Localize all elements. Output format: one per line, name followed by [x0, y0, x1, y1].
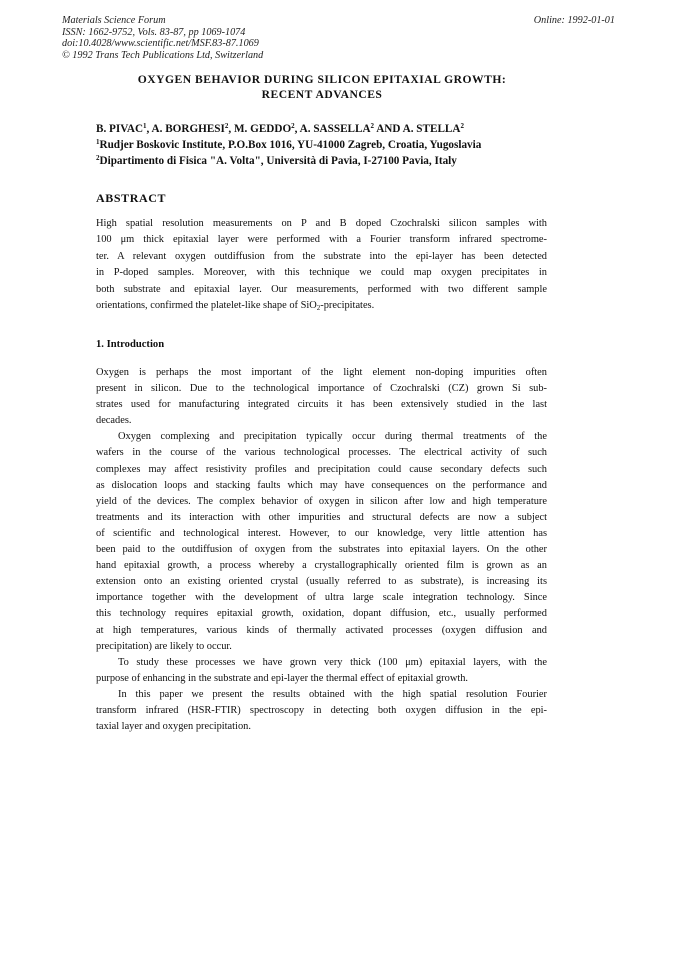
intro-line: transform infrared (HSR-FTIR) spectroscopy in detecting both oxygen diffusion in the epi-: [96, 704, 547, 716]
intro-line: In this paper we present the results obtained with the high spatial resolution Fourier: [118, 688, 547, 700]
intro-line: complexes may affect resistivity profiles and precipitation could cause secondary defects such: [96, 463, 547, 475]
intro-line: treatments and its interaction with other impurities and structural defects are now a subject: [96, 511, 547, 523]
intro-line: Oxygen is perhaps the most important of the light element non-doping impurities often: [96, 367, 547, 378]
abstract-line: orientations, confirmed the platelet-like shape of SiO$_2$-precipitates.: [96, 300, 375, 313]
abstract-heading: ABSTRACT: [96, 191, 167, 205]
abstract-line: High spatial resolution measurements on P and B doped Czochralski silicon samples with: [96, 218, 547, 229]
abstract-line: both substrate and epitaxial layer. Our measurements, performed with two different sample: [96, 283, 547, 295]
doi-line[interactable]: doi:10.4028/www.scientific.net/MSF.83-87.1069: [62, 38, 259, 50]
abstract-body: [96, 216, 547, 314]
intro-line: decades.: [96, 415, 132, 427]
intro-line: wafers in the course of the various technological processes. The electrical activity of such: [96, 447, 547, 459]
intro-line: Oxygen complexing and precipitation typically occur during thermal treatments of the: [118, 431, 547, 443]
abstract-line: 100 μm thick epitaxial layer were performed with a Fourier transform infrared spectrome-: [96, 234, 547, 246]
intro-line: To study these processes we have grown very thick (100 μm) epitaxial layers, with the: [118, 656, 547, 668]
intro-line: been paid to the outdiffusion of oxygen from the substrates into epitaxial layers. On the other: [96, 544, 547, 556]
online-date: Online: 1992-01-01: [533, 15, 615, 26]
paper-title: [96, 72, 548, 102]
abstract-line: ter. A relevant oxygen outdiffusion from the substrate into the epi-layer has been detected: [96, 250, 547, 262]
author-block: [96, 121, 556, 169]
intro-line: taxial layer and oxygen precipitation.: [96, 721, 251, 733]
author-stella: AND A. STELLA: [374, 123, 461, 135]
issn-line: ISSN: 1662-9752, Vols. 83-87, pp 1069-1074: [62, 26, 246, 38]
intro-line: importance together with the development of ultra large scale integration technology. Since: [96, 592, 547, 604]
journal-header: [62, 15, 263, 61]
intro-line: of scientific and technological interest. However, to our knowledge, very little attention has: [96, 527, 547, 539]
intro-line: purpose of enhancing in the substrate and epi-layer the thermal effect of epitaxial growth.: [96, 672, 469, 684]
section-heading-introduction: 1. Introduction: [96, 339, 165, 350]
author-borghesi: , A. BORGHESI: [146, 123, 225, 135]
affiliation-2: $^2$Dipartimento di Fisica "A. Volta", Università di Pavia, I-27100 Pavia, Italy: [96, 154, 457, 167]
intro-line: hand epitaxial growth, a process whereby a crystallographically oriented film is grown as an: [96, 560, 547, 572]
intro-line: present in silicon. Due to the technological importance of Czochralski (CZ) grown Si sub-: [96, 383, 547, 395]
intro-line: extension onto an existing oriented crystal (usually referred to as substrate), is increasing its: [96, 576, 547, 588]
title-line-1: OXYGEN BEHAVIOR DURING SILICON EPITAXIAL GROWTH:: [137, 73, 507, 86]
abstract-line: in P-doped samples. Moreover, with this technique we could map oxygen precipitates in: [96, 267, 547, 279]
intro-line: yield of the devices. The complex behavior of oxygen in silicon after low and high temperature: [96, 495, 547, 507]
author-geddo: , M. GEDDO: [228, 123, 292, 135]
intro-line: precipitation) are likely to occur.: [96, 640, 232, 652]
intro-line: at high temperatures, various kinds of thermally activated processes (oxygen diffusion and: [96, 624, 547, 636]
author-sassella: , A. SASSELLA: [294, 123, 371, 135]
journal-name: Materials Science Forum: [62, 15, 166, 26]
copyright-line: © 1992 Trans Tech Publications Ltd, Switzerland: [62, 49, 264, 61]
affiliation-1: $^1$Rudjer Boskovic Institute, P.O.Box 1016, YU-41000 Zagreb, Croatia, Yugoslavia: [96, 138, 482, 151]
introduction-body: [96, 365, 547, 735]
author-pivac: B. PIVAC: [96, 123, 144, 135]
intro-line: as dislocation loops and stacking faults which may have consequences on the performance and: [96, 479, 547, 491]
title-line-2: RECENT ADVANCES: [261, 88, 383, 101]
intro-line: this technology requires epitaxial growth, oxidation, dopant diffusion, etc., usually performed: [96, 608, 547, 620]
intro-line: strates used for manufacturing integrated circuits it has been extensively studied in the last: [96, 399, 547, 411]
author-list: B. PIVAC$^1$, A. BORGHESI$^2$, M. GEDDO$^2$, A. SASSELLA$^2$ AND A. STELLA$^2$: [96, 122, 464, 135]
